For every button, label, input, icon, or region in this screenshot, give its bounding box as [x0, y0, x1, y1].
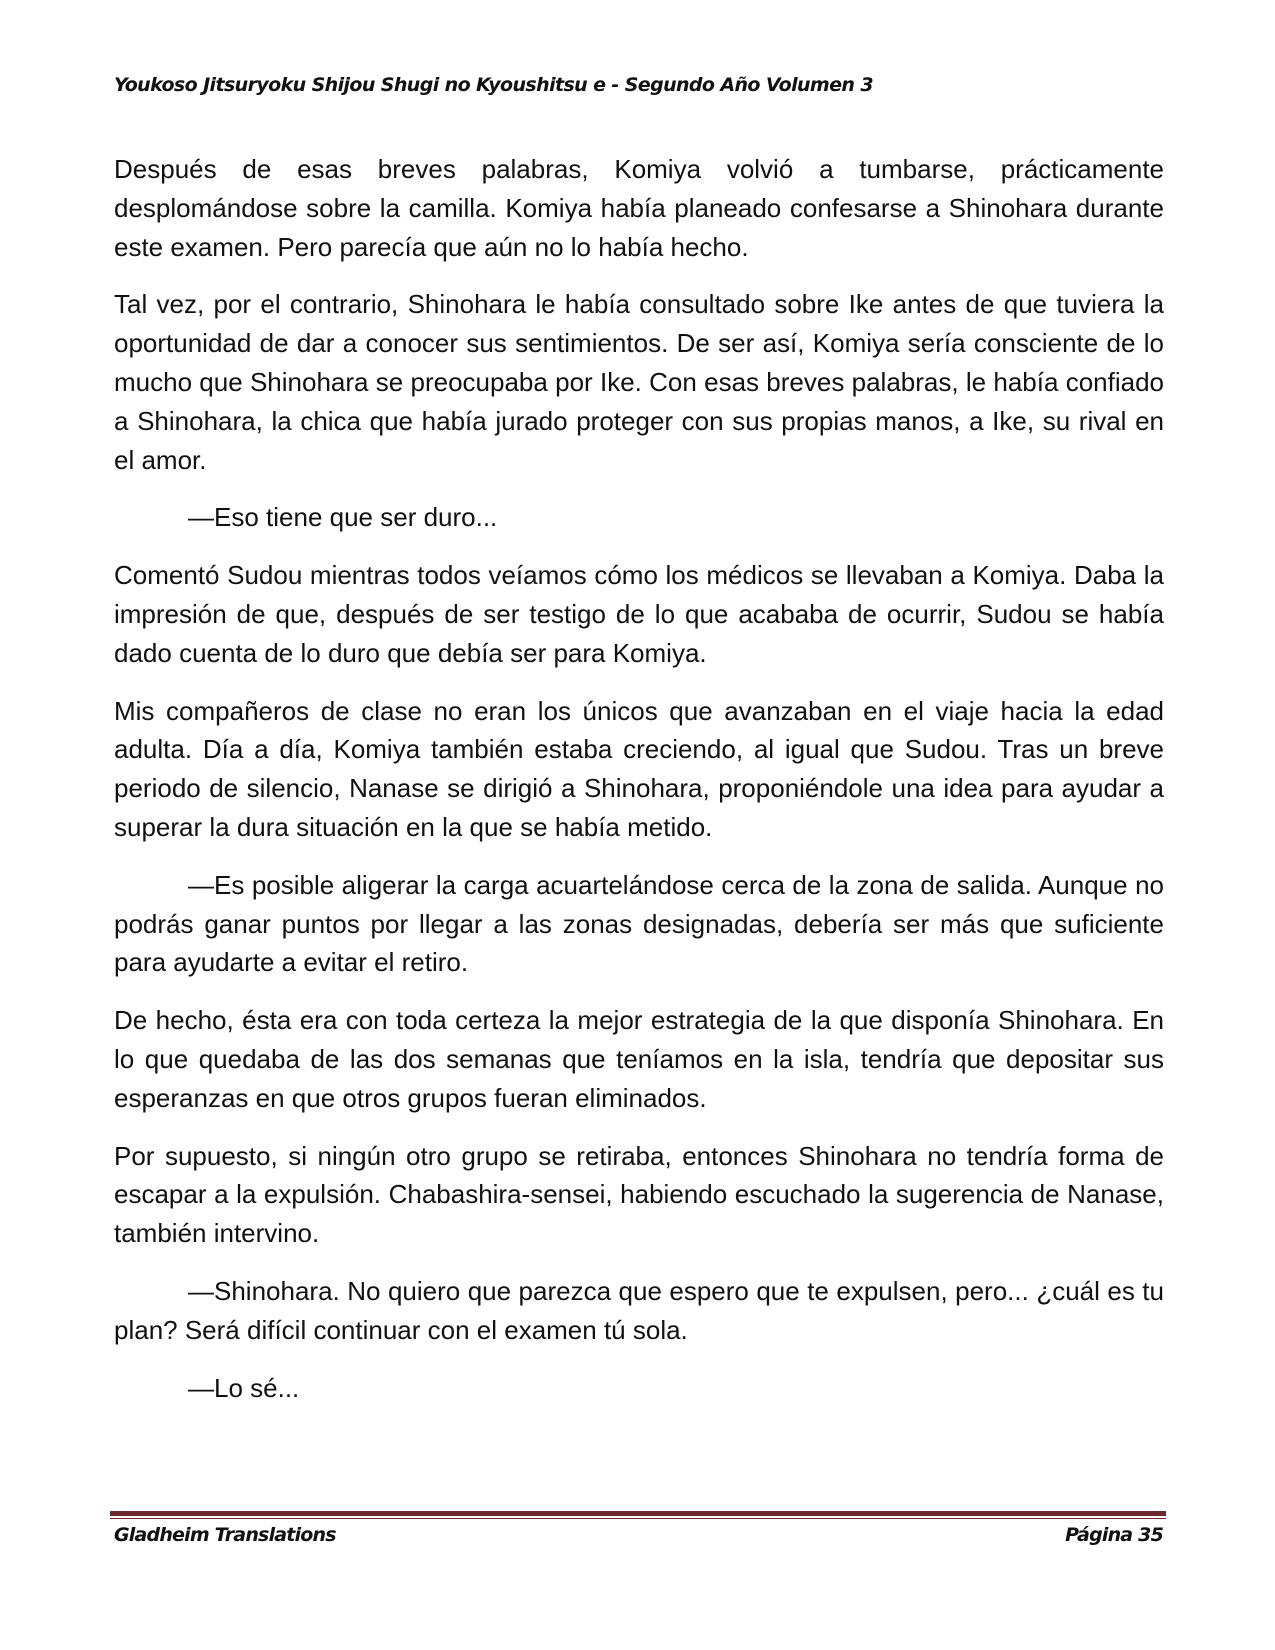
dialogue-paragraph: —Lo sé... — [188, 1372, 300, 1403]
dialogue-paragraph: —Es posible aligerar la carga acuartelándose cerca de la zona de salida. Aunque no podrás ganar puntos por llegar a las zonas designadas, debería ser más que suficiente para ayudarte a evitar el retiro. — [114, 869, 1164, 978]
footer-credit: Gladheim Translations — [114, 1524, 336, 1546]
footer-divider — [110, 1511, 1166, 1519]
paragraph: Mis compañeros de clase no eran los únicos que avanzaban en el viaje hacia la edad adulta. Día a día, Komiya también estaba creciendo, al igual que Sudou. Tras un breve periodo de silencio, Nanase se dirigió a Shinohara, proponiéndole una idea para ayudar a superar la dura situación en la que se había metido. — [114, 695, 1164, 842]
paragraph: Después de esas breves palabras, Komiya volvió a tumbarse, prácticamente desplomándose sobre la camilla. Komiya había planeado confesarse a Shinohara durante este examen. Pero parecía que aún no lo había hecho. — [114, 154, 1164, 262]
footer-divider-thick — [110, 1511, 1166, 1516]
dialogue-paragraph: —Shinohara. No quiero que parezca que espero que te expulsen, pero... ¿cuál es tu plan? Será difícil continuar con el examen tú sola. — [114, 1275, 1164, 1345]
paragraph: Comentó Sudou mientras todos veíamos cómo los médicos se llevaban a Komiya. Daba la impresión de que, después de ser testigo de lo que acababa de ocurrir, Sudou se había dado cuenta de lo duro que debía ser para Komiya. — [114, 560, 1164, 668]
paragraph: De hecho, ésta era con toda certeza la mejor estrategia de la que disponía Shinohara. En lo que quedaba de las dos semanas que teníamos en la isla, tendría que depositar sus esperanzas en que otros grupos fueran eliminados. — [114, 1005, 1164, 1113]
dialogue-paragraph: —Eso tiene que ser duro... — [188, 502, 498, 533]
paragraph: Tal vez, por el contrario, Shinohara le había consultado sobre Ike antes de que tuviera la oportunidad de dar a conocer sus sentimientos. De ser así, Komiya sería consciente de lo mucho que Shinohara se preocupaba por Ike. Con esas breves palabras, le había confiado a Shinohara, la chica que había jurado proteger con sus propias manos, a Ike, su rival en el amor. — [114, 289, 1164, 475]
running-header: Youkoso Jitsuryoku Shijou Shugi no Kyoushitsu e - Segundo Año Volumen 3 — [114, 74, 873, 96]
page-body — [114, 150, 1164, 1426]
footer-divider-thin — [110, 1518, 1166, 1519]
paragraph: Por supuesto, si ningún otro grupo se retiraba, entonces Shinohara no tendría forma de escapar a la expulsión. Chabashira-sensei, habiendo escuchado la sugerencia de Nanase, también intervino. — [114, 1140, 1164, 1249]
page-number: Página 35 — [1065, 1524, 1163, 1546]
